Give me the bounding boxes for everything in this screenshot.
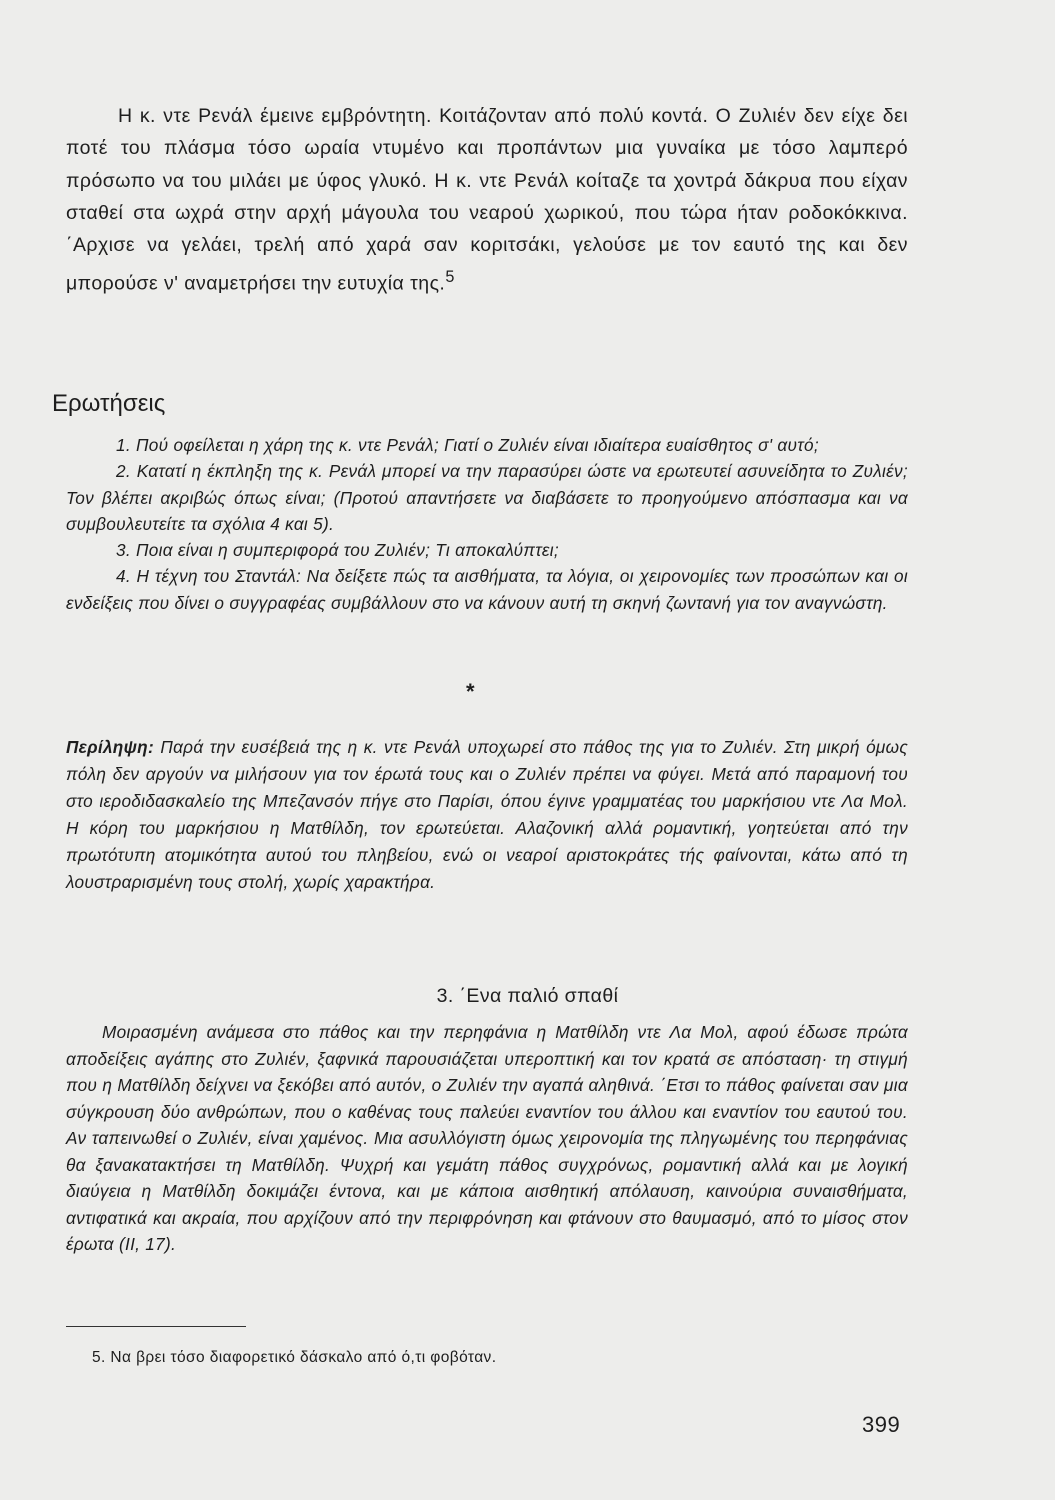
footnote: 5. Να βρει τόσο διαφορετικό δάσκαλο από ό,τι φοβόταν. [92,1349,497,1366]
page-number: 399 [862,1412,901,1437]
question-item: 3. Ποια είναι η συμπεριφορά του Ζυλιέν; Τι αποκαλύπτει; [116,540,559,561]
section-separator: * [466,679,475,704]
chapter-intro: Μοιρασμένη ανάμεσα στο πάθος και την περηφάνια η Ματθίλδη ντε Λα Μολ, αφού έδωσε πρώτα αποδείξεις αγάπης στο Ζυλιέν, ξαφνικά παρουσιάζεται υπεροπτική και τον κρατά σε απόσταση· τη στιγμή που η Ματθίλδη δείχνει να ξεκόβει από αυτόν, ο Ζυλιέν την αγαπά αληθινά. ΄Ετσι το πάθος φαίνεται σαν μια σύγκρουση δύο ανθρώπων, που ο καθένας τους παλεύει εναντίον του άλλου και εναντίον του εαυτού του. Αν ταπεινωθεί ο Ζυλιέν, είναι χαμένος. Μια ασυλλόγιστη όμως χειρονομία της πληγωμένης του περηφάνιας θα ξανακατακτήσει τη Ματθίλδη. Ψυχρή και γεμάτη πάθος συγχρόνως, ρομαντική αλλά και με λογική διαύγεια η Ματθίλδη δοκιμάζει έντονα, και με κάποια αισθητική απόλαυση, καινούρια συναισθήματα, αντιφατικά και ακραία, που αρχίζουν από την περιφρόνηση και φτάνουν στο θαυμασμό, από το μίσος στον έρωτα (ΙΙ, 17). [66,1022,908,1254]
questions-list [66,432,908,616]
question-item: 2. Κατατί η έκπληξη της κ. Ρενάλ μπορεί να την παρασύρει ώστε να ερωτευτεί ασυνείδητα το Ζυλιέν; Τον βλέπει ακριβώς όπως είναι; (Προτού απαντήσετε να διαβάσετε το προηγούμενο απόσπασμα και να συμβουλευτείτε τα σχόλια 4 και 5). [66,461,908,534]
question-item: 4. Η τέχνη του Σταντάλ: Να δείξετε πώς τα αισθήματα, τα λόγια, οι χειρονομίες των προσώπων και οι ενδείξεις που δίνει ο συγγραφέας συμβάλλουν στο να κάνουν αυτή τη σκηνή ζωντανή για τον αναγνώστη. [66,566,908,613]
summary-paragraph [66,734,908,896]
footnote-reference: 5 [445,268,455,287]
chapter-title: 3. ΄Ενα παλιό σπαθί [436,985,619,1007]
questions-heading: Ερωτήσεις [52,390,166,417]
main-paragraph [66,100,908,300]
summary-label: Περίληψη: [66,737,155,757]
summary-text: Παρά την ευσέβειά της η κ. ντε Ρενάλ υποχωρεί στο πάθος της για το Ζυλιέν. Στη μικρή όμως πόλη δεν αργούν να μιλήσουν για τον έρωτά τους και ο Ζυλιέν πρέπει να φύγει. Μετά από παραμονή του στο ιεροδιδασκαλείο της Μπεζανσόν πήγε στο Παρίσι, όπου έγινε γραμματέας του μαρκήσιου ντε Λα Μολ. Η κόρη του μαρκήσιου η Ματθίλδη, τον ερωτεύεται. Αλαζονική αλλά ρομαντική, γοητεύεται από την πρωτότυπη ατομικότητα αυτού του πληβείου, ενώ οι νεαροί αριστοκράτες τής φαίνονται, κάτω από τη λουστραρισμένη τους στολή, χωρίς χαρακτήρα. [66,737,908,892]
question-item: 1. Πού οφείλεται η χάρη της κ. ντε Ρενάλ; Γιατί ο Ζυλιέν είναι ιδιαίτερα ευαίσθητος σ' αυτό; [116,435,819,455]
main-paragraph-text: Η κ. ντε Ρενάλ έμεινε εμβρόντητη. Κοιτάζονταν από πολύ κοντά. Ο Ζυλιέν δεν είχε δει ποτέ του πλάσμα τόσο ωραία ντυμένο και προπάντων μια γυναίκα με τόσο λαμπερό πρόσωπο να του μιλάει με ύφος γλυκό. Η κ. ντε Ρενάλ κοίταζε τα χοντρά δάκρυα που είχαν σταθεί στα ωχρά στην αρχή μάγουλα του νεαρού χωρικού, που τώρα ήταν ροδοκόκκινα. ΄Αρχισε να γελάει, τρελή από χαρά σαν κοριτσάκι, γελούσε με τον εαυτό της και δεν μπορούσε ν' αναμετρήσει την ευτυχία της. [66,105,908,295]
footnote-divider [66,1326,246,1327]
